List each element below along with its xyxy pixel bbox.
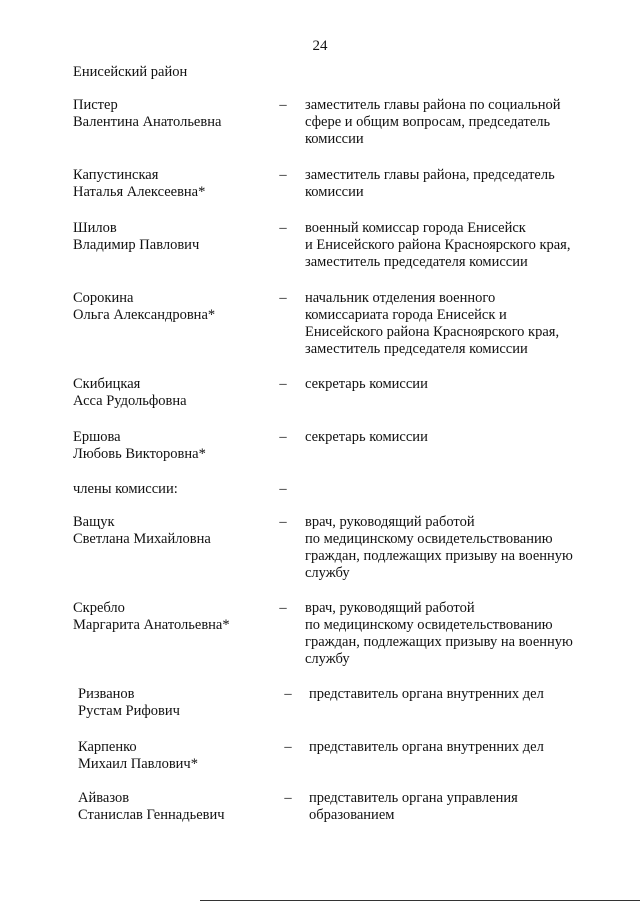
member-surname: Сорокина [73, 290, 134, 306]
role-line: и Енисейского района Красноярского края, [305, 237, 571, 253]
members-heading [73, 481, 273, 498]
role-line: заместитель председателя комиссии [305, 254, 528, 270]
member-role [305, 514, 615, 582]
role-line: комиссариата города Енисейск и [305, 307, 507, 323]
role-line: граждан, подлежащих призыву на военную [305, 548, 573, 564]
dash-separator: – [279, 167, 287, 183]
member-given-names: Валентина Анатольевна [73, 114, 222, 130]
member-name [73, 376, 273, 410]
member-role [305, 167, 615, 201]
role-line: представитель органа внутренних дел [309, 739, 544, 755]
dash-separator: – [279, 220, 287, 236]
dash-separator: – [284, 790, 292, 806]
member-surname: Ващук [73, 514, 115, 530]
role-line: Енисейского района Красноярского края, [305, 324, 560, 340]
role-line: начальник отделения военного [305, 290, 496, 306]
role-line: заместитель главы района, председатель [305, 167, 555, 183]
dash-separator: – [284, 686, 292, 702]
member-role [305, 97, 615, 148]
member-surname: Скребло [73, 600, 125, 616]
member-name [78, 790, 278, 824]
page-number: 24 [312, 38, 328, 54]
member-surname: Ершова [73, 429, 121, 445]
member-role [309, 790, 619, 824]
role-line: секретарь комиссии [305, 376, 428, 392]
member-surname: Шилов [73, 220, 117, 236]
role-line: по медицинскому освидетельствованию [305, 617, 553, 633]
member-surname: Ризванов [78, 686, 135, 702]
member-given-names: Ольга Александровна* [73, 307, 216, 323]
member-given-names: Рустам Рифович [78, 703, 180, 719]
dash-separator: – [279, 429, 287, 445]
role-line: секретарь комиссии [305, 429, 428, 445]
footer-rule [200, 900, 640, 901]
role-line: по медицинскому освидетельствованию [305, 531, 553, 547]
role-line: образованием [309, 807, 395, 823]
member-given-names: Михаил Павлович* [78, 756, 198, 772]
role-line: комиссии [305, 184, 364, 200]
member-given-names: Станислав Геннадьевич [78, 807, 225, 823]
member-role [305, 429, 615, 446]
member-given-names: Любовь Викторовна* [73, 446, 206, 462]
role-line: граждан, подлежащих призыву на военную [305, 634, 573, 650]
role-line: сфере и общим вопросам, председатель [305, 114, 551, 130]
member-given-names: Маргарита Анатольевна* [73, 617, 230, 633]
member-name [73, 600, 273, 634]
role-line: службу [305, 651, 350, 667]
role-line: военный комиссар города Енисейск [305, 220, 526, 236]
member-surname: Капустинская [73, 167, 159, 183]
member-surname: Скибицкая [73, 376, 141, 392]
member-name [78, 739, 278, 773]
member-given-names: Асса Рудольфовна [73, 393, 187, 409]
member-given-names: Владимир Павлович [73, 237, 200, 253]
member-name [73, 290, 273, 324]
member-name [73, 514, 273, 548]
dash-separator: – [279, 481, 287, 497]
member-role [305, 376, 615, 393]
role-line: заместитель главы района по социальной [305, 97, 561, 113]
member-name [73, 167, 273, 201]
member-role [309, 739, 619, 756]
member-name [78, 686, 278, 720]
dash-separator: – [279, 514, 287, 530]
member-name [73, 429, 273, 463]
district-heading: Енисейский район [73, 64, 188, 80]
dash-separator: – [284, 739, 292, 755]
role-line: врач, руководящий работой [305, 514, 475, 530]
role-line: комиссии [305, 131, 364, 147]
member-name [73, 97, 273, 131]
dash-separator: – [279, 600, 287, 616]
role-line: представитель органа управления [309, 790, 518, 806]
member-surname: Айвазов [78, 790, 130, 806]
dash-separator: – [279, 290, 287, 306]
members-heading-text: члены комиссии: [73, 481, 178, 497]
member-role [305, 600, 615, 668]
member-given-names: Наталья Алексеевна* [73, 184, 206, 200]
member-role [309, 686, 619, 703]
member-surname: Пистер [73, 97, 118, 113]
member-surname: Карпенко [78, 739, 137, 755]
member-role [305, 290, 615, 358]
member-name [73, 220, 273, 254]
dash-separator: – [279, 97, 287, 113]
role-line: врач, руководящий работой [305, 600, 475, 616]
dash-separator: – [279, 376, 287, 392]
member-given-names: Светлана Михайловна [73, 531, 211, 547]
role-line: заместитель председателя комиссии [305, 341, 528, 357]
role-line: службу [305, 565, 350, 581]
member-role [305, 220, 615, 271]
role-line: представитель органа внутренних дел [309, 686, 544, 702]
